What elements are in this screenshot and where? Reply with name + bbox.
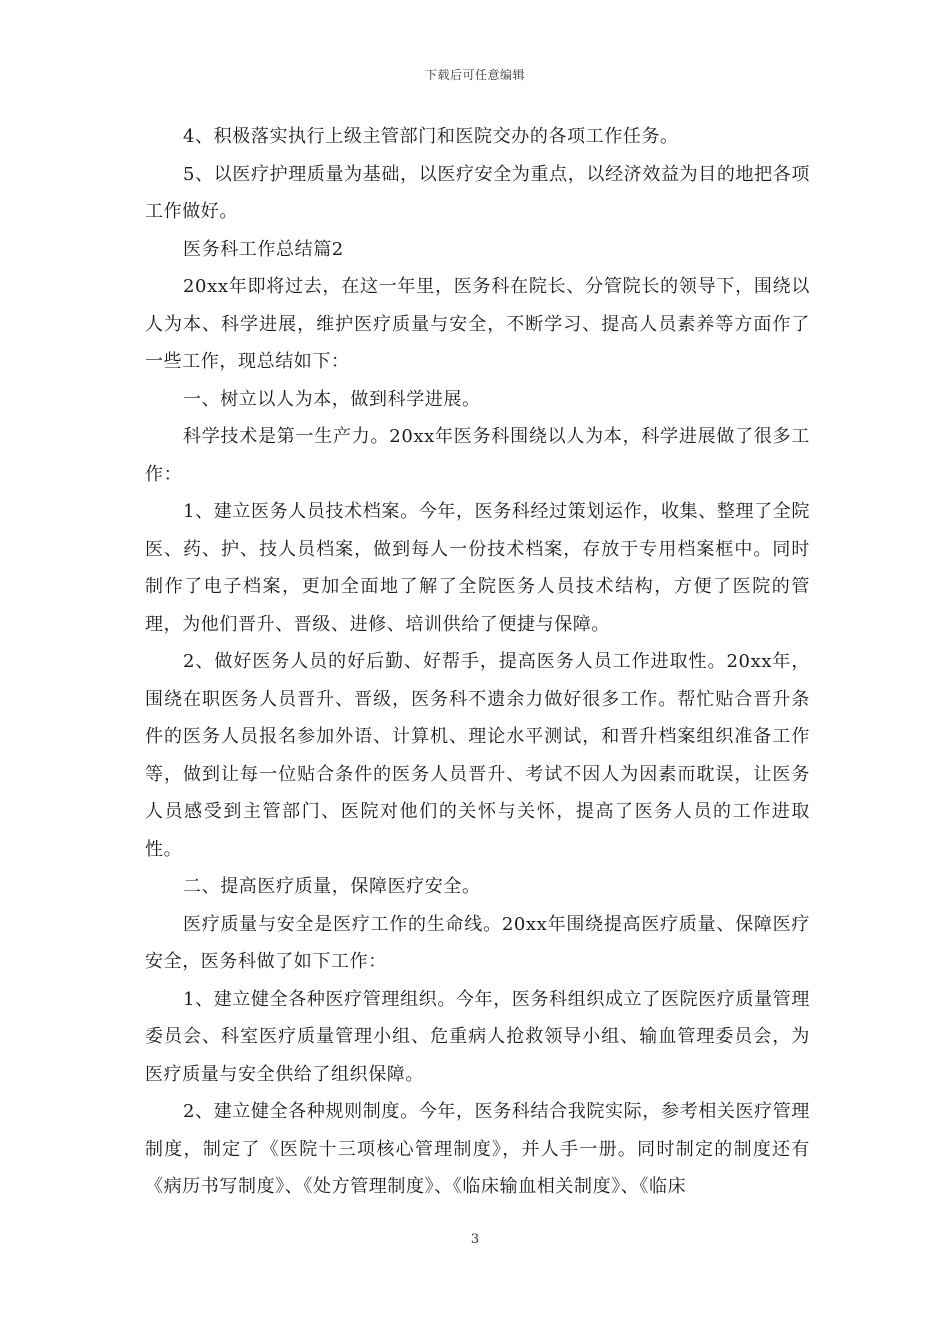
heading-section-two: 二、提高医疗质量，保障医疗安全。 [183,876,481,897]
paragraph-section-one-intro: 科学技术是第一生产力。20xx年医务科围绕以人为本，科学进展做了很多工作： [145,426,810,485]
paragraph-intro: 20xx年即将过去，在这一年里，医务科在院长、分管院长的领导下，围绕以人为本、科学进展，维护医疗质量与安全，不断学习、提高人员素养等方面作了一些工作，现总结如下： [145,276,810,372]
paragraph-staff-support: 2、做好医务人员的好后勤、好帮手，提高医务人员工作进取性。20xx年，围绕在职医务人员晋升、晋级，医务科不遗余力做好很多工作。帮忙贴合晋升条件的医务人员报名参加外语、计算机、理论水平测试，和晋升档案组织准备工作等，做到让每一位贴合条件的医务人员晋升、考试不因人为因素而耽误，让医务人员感受到主管部门、医院对他们的关怀与关怀，提高了医务人员的工作进取性。 [145,651,810,860]
heading-section-one: 一、树立以人为本，做到科学进展。 [183,388,481,410]
paragraph-management-organization: 1、建立健全各种医疗管理组织。今年，医务科组织成立了医院医疗质量管理委员会、科室医疗质量管理小组、危重病人抢救领导小组、输血管理委员会，为医疗质量与安全供给了组织保障。 [145,988,810,1085]
paragraph-section-two-intro: 医疗质量与安全是医疗工作的生命线。20xx年围绕提高医疗质量、保障医疗安全，医务科做了如下工作： [145,913,810,972]
paragraph-technical-archives: 1、建立医务人员技术档案。今年，医务科经过策划运作，收集、整理了全院医、药、护、技人员档案，做到每人一份技术档案，存放于专用档案框中。同时制作了电子档案，更加全面地了解了全院医务人员技术结构，方便了医院的管理，为他们晋升、晋级、进修、培训供给了便捷与保障。 [145,501,810,635]
page-number: 3 [470,1232,480,1247]
section-title: 医务科工作总结篇2 [183,238,344,260]
paragraph-rules-system: 2、建立健全各种规则制度。今年，医务科结合我院实际，参考相关医疗管理制度，制定了《医院十三项核心管理制度》，并人手一册。同时制定的制度还有《病历书写制度》、《处方管理制度》、《临床输血相关制度》、《临床 [145,1101,810,1197]
document-body [145,118,810,1206]
page-header-note: 下载后可任意编辑 [424,68,525,82]
paragraph-item-4: 4、积极落实执行上级主管部门和医院交办的各项工作任务。 [183,126,679,147]
paragraph-item-5: 5、以医疗护理质量为基础，以医疗安全为重点，以经济效益为目的地把各项工作做好。 [145,163,810,222]
